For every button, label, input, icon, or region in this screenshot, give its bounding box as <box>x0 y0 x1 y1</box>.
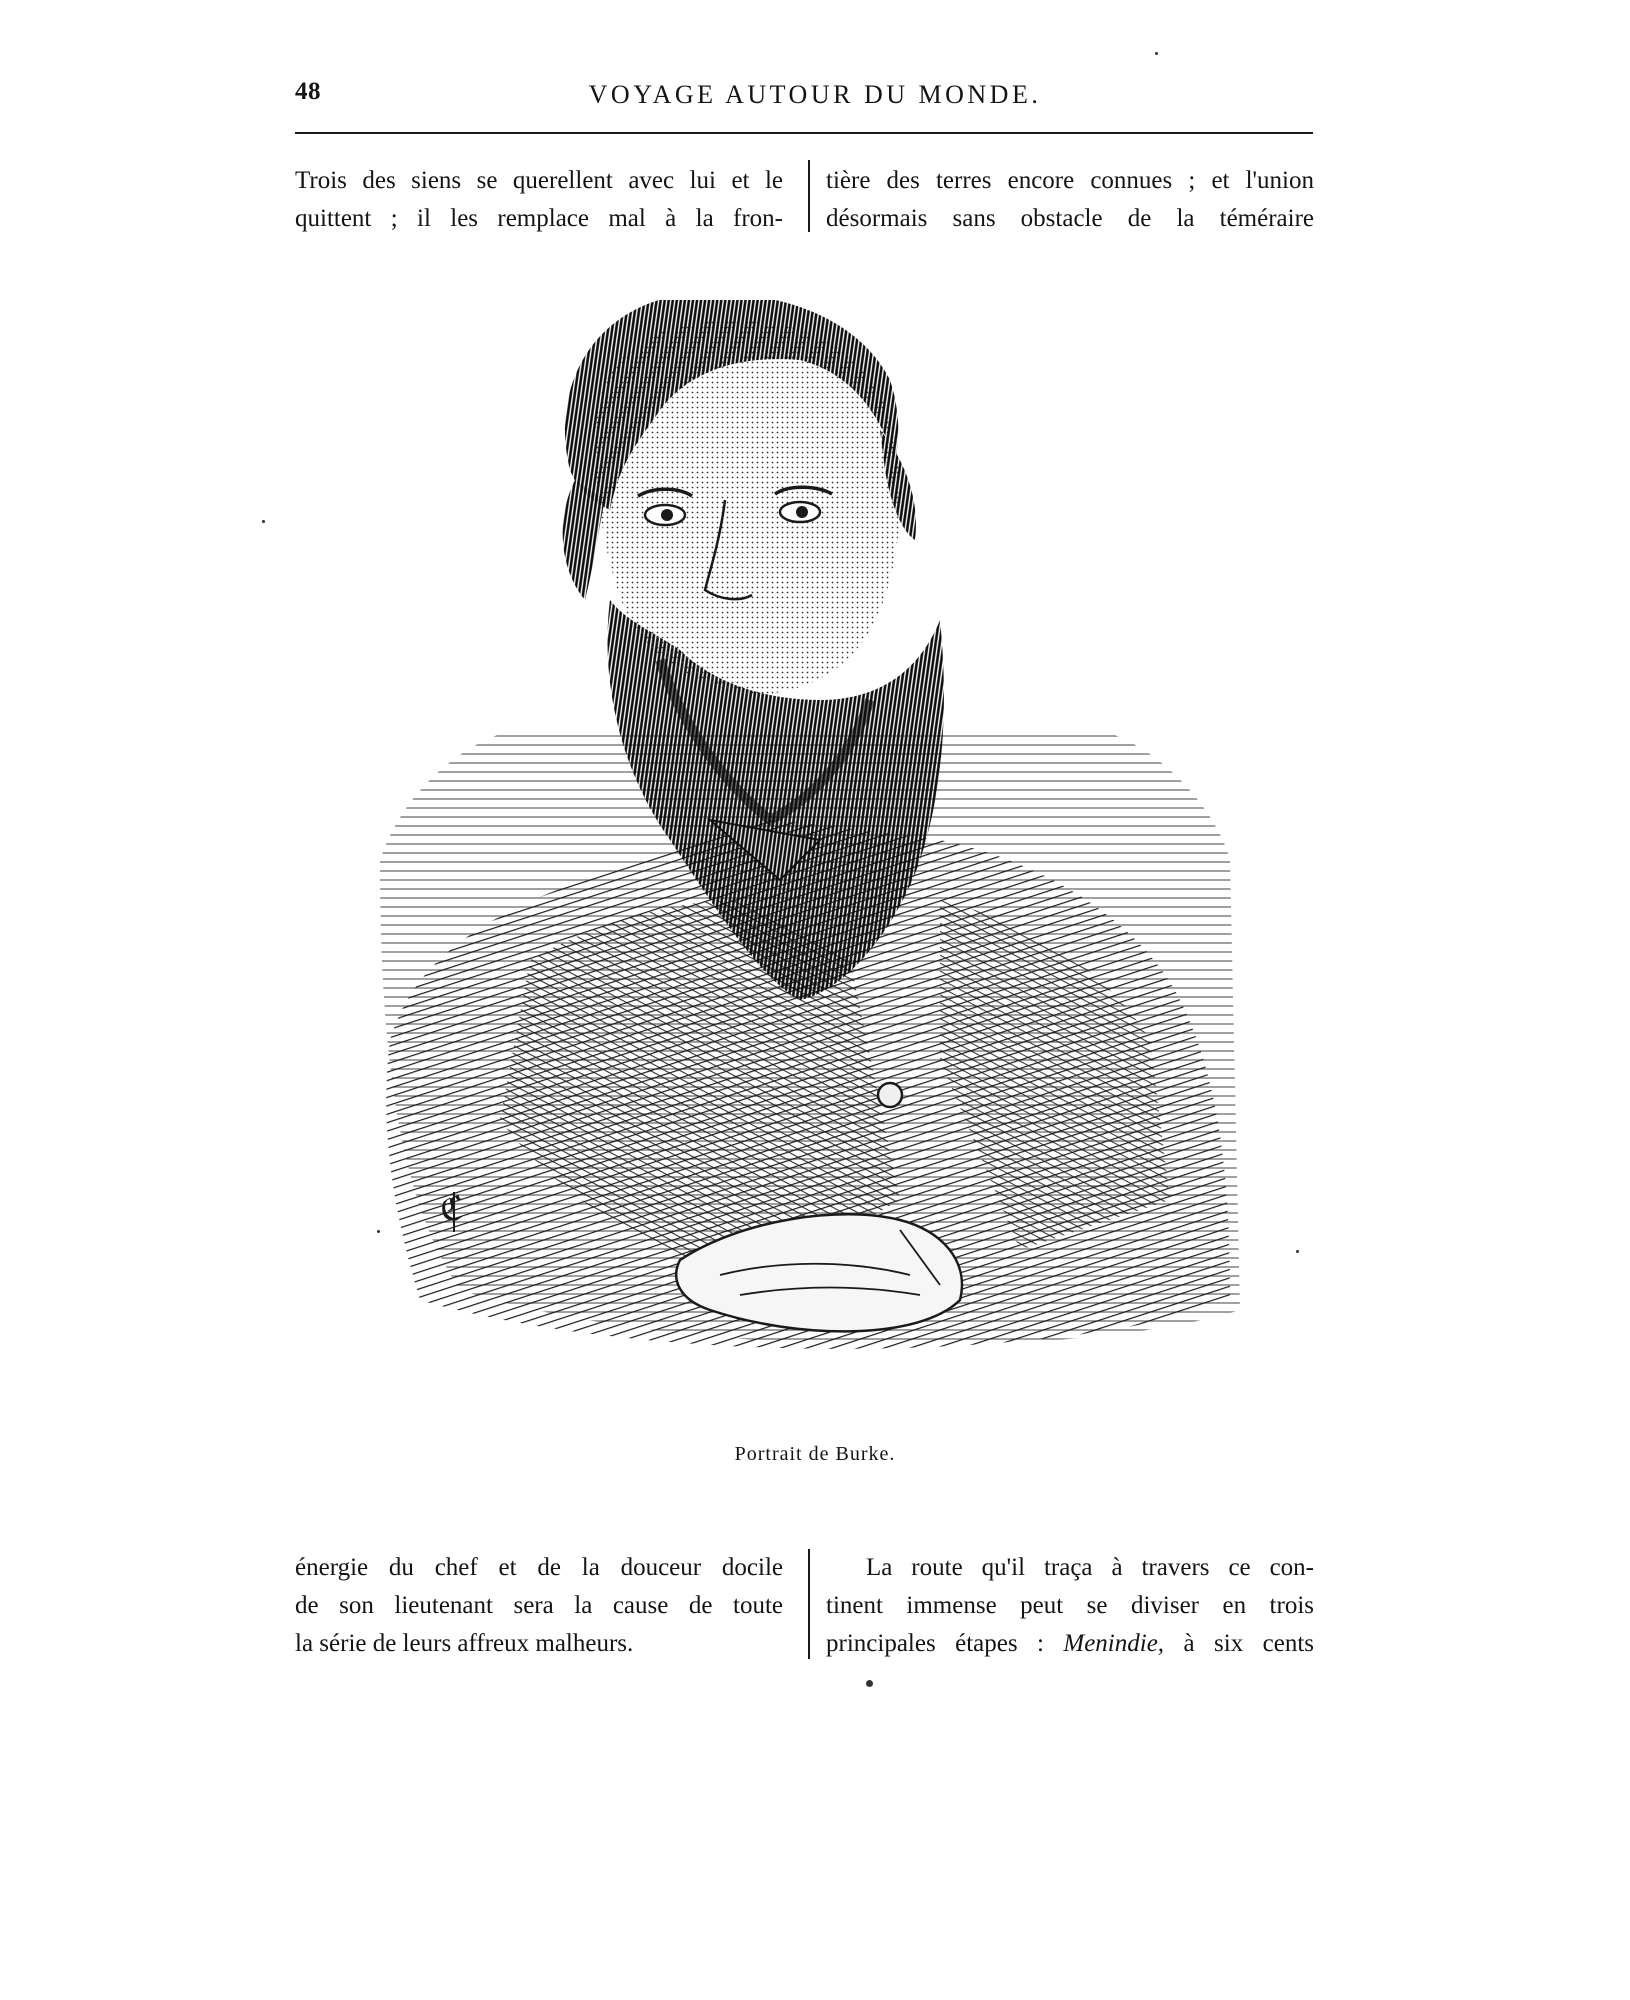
ink-speck <box>377 1230 380 1233</box>
portrait-figure <box>380 300 1240 1410</box>
text-line: de son lieutenant sera la cause de toute <box>295 1592 783 1619</box>
text-fragment: principales étapes : <box>826 1630 1064 1657</box>
page-number: 48 <box>295 78 321 105</box>
text-column-bottom-right <box>826 1549 1314 1663</box>
figure-caption: Portrait de Burke. <box>734 1443 896 1465</box>
text-column-top-right <box>826 162 1314 238</box>
text-line: La route qu'il traça à travers ce con- <box>866 1554 1314 1581</box>
text-fragment: à six cents <box>1164 1630 1314 1657</box>
text-line: tière des terres encore connues ; et l'union <box>826 167 1314 194</box>
text-line: quittent ; il les remplace mal à la fron- <box>295 205 783 232</box>
text-column-bottom-left <box>295 1549 783 1663</box>
text-line: tinent immense peut se diviser en trois <box>826 1592 1314 1619</box>
text-line: énergie du chef et de la douceur docile <box>295 1554 783 1581</box>
ink-speck <box>1296 1250 1299 1253</box>
ink-speck <box>262 520 265 523</box>
text-line: Trois des siens se querellent avec lui et le <box>295 167 783 194</box>
engraver-monogram-icon <box>440 1191 464 1232</box>
engraved-portrait-icon <box>380 300 1240 1410</box>
text-line: la série de leurs affreux malheurs. <box>295 1630 634 1657</box>
text-line: désormais sans obstacle de la téméraire <box>826 205 1314 232</box>
text-column-top-left <box>295 162 783 238</box>
running-head: VOYAGE AUTOUR DU MONDE. <box>588 80 1042 109</box>
column-divider-bottom <box>808 1549 810 1659</box>
column-divider-top <box>808 160 810 232</box>
svg-text:ℭ: ℭ <box>440 1191 464 1228</box>
ink-speck <box>1155 52 1158 55</box>
ink-speck <box>866 1680 873 1687</box>
place-name-italic: Menindie, <box>1063 1630 1165 1657</box>
text-line <box>826 1625 1314 1663</box>
header-rule <box>295 132 1313 134</box>
